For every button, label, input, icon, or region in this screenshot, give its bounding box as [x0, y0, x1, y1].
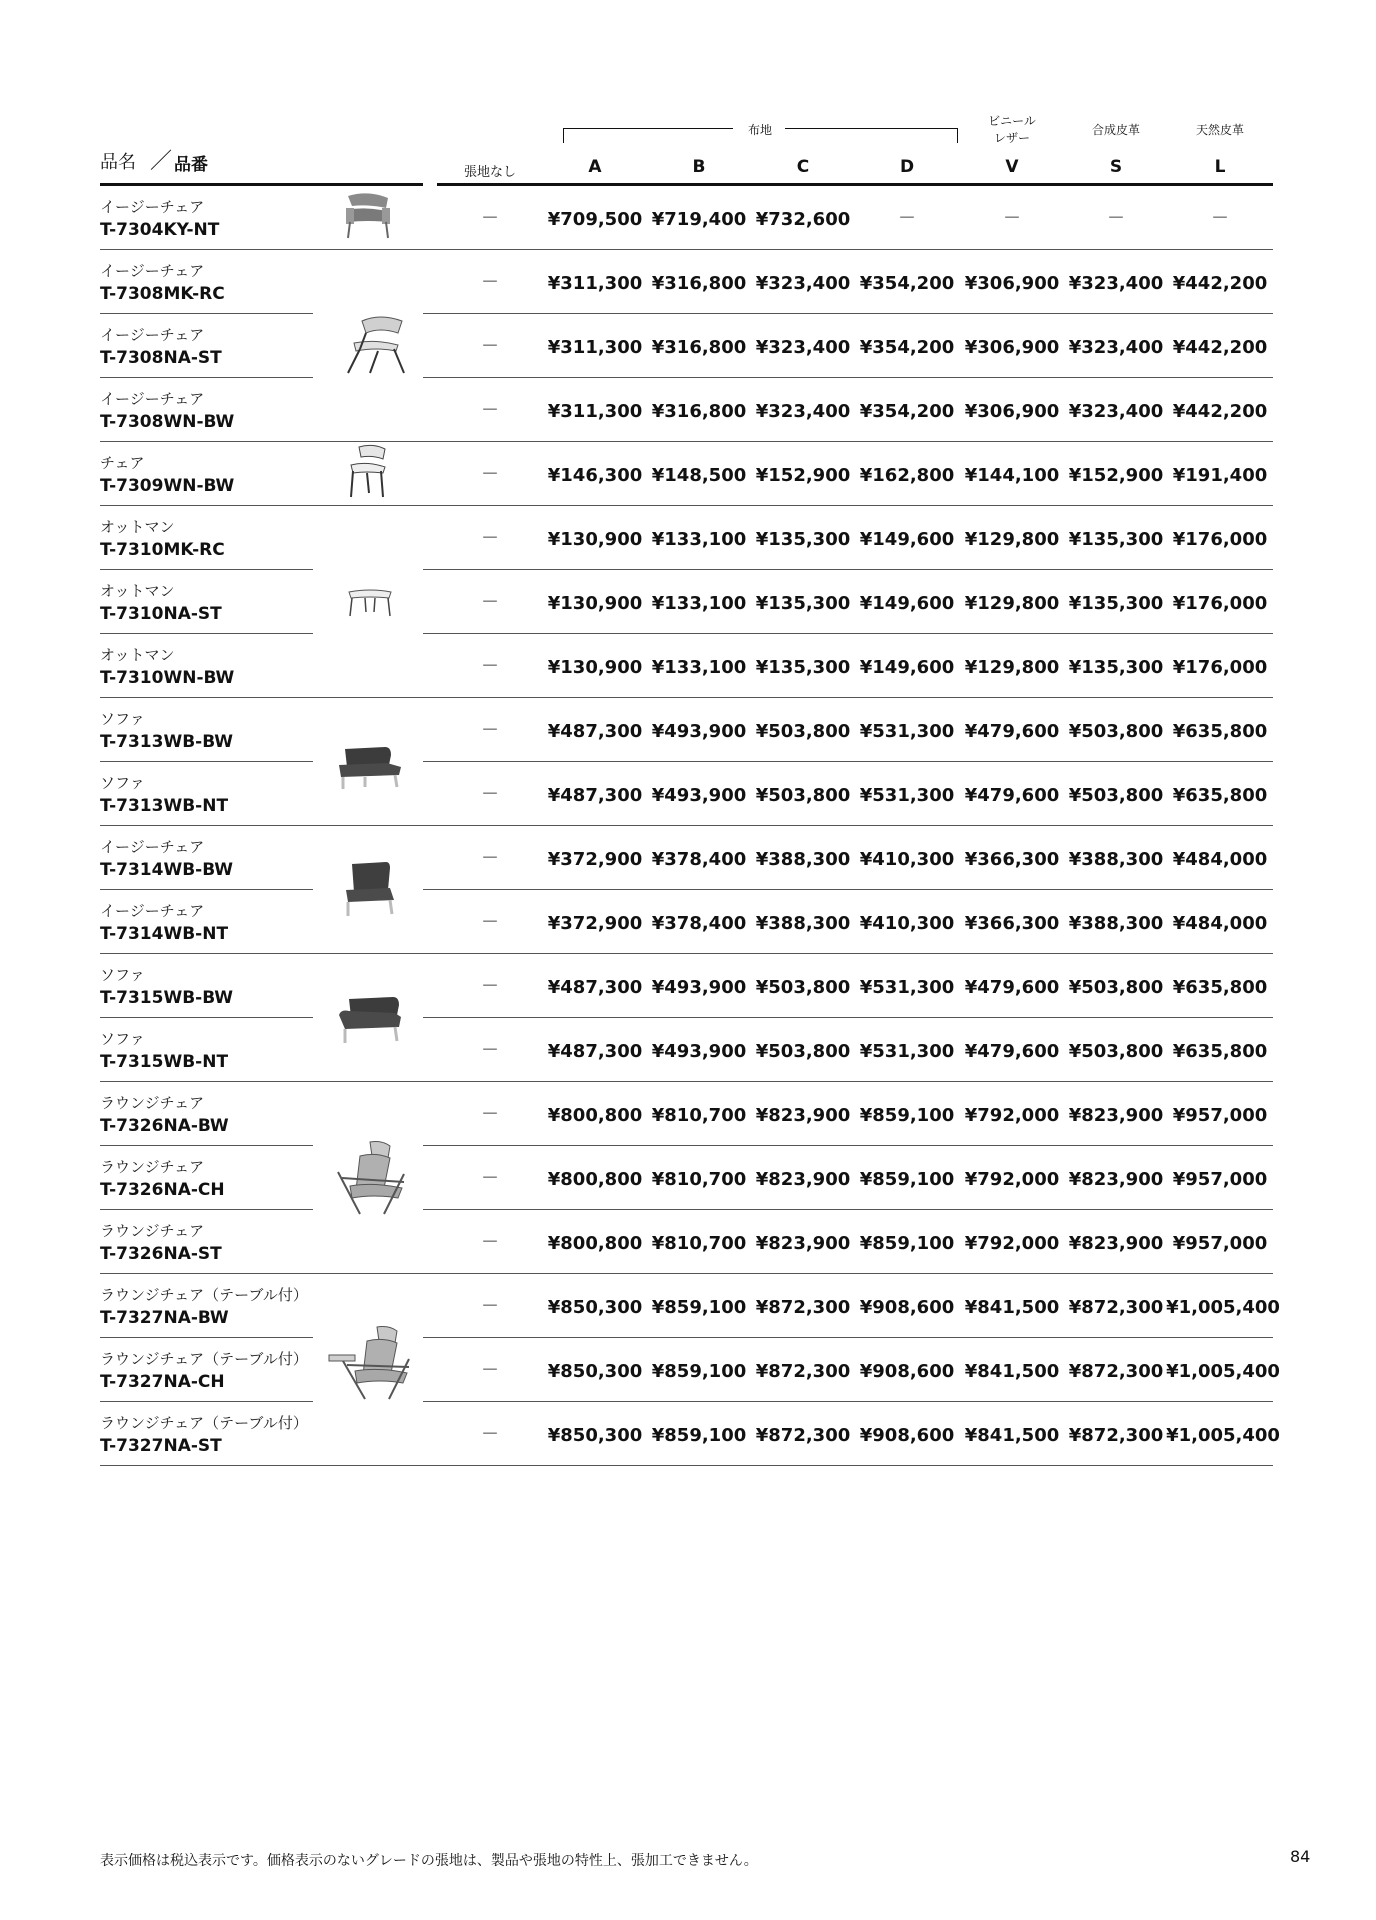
price-cell-l: ¥484,000: [1172, 849, 1268, 870]
table-row: [0, 634, 1376, 698]
price-cell-b: ¥859,100: [651, 1361, 747, 1382]
price-none-cell: －: [481, 336, 499, 357]
price-cell-s: ¥503,800: [1068, 1041, 1164, 1062]
price-cell-b: ¥493,900: [651, 721, 747, 742]
sofa-7315-image: [335, 995, 407, 1047]
product-name: イージーチェア: [100, 326, 205, 344]
table-row: [0, 250, 1376, 314]
table-row: [0, 826, 1376, 890]
price-cell-l: ¥957,000: [1172, 1105, 1268, 1126]
price-cell-b: ¥859,100: [651, 1297, 747, 1318]
product-code: T-7313WB-NT: [100, 796, 229, 816]
price-none-cell: －: [481, 528, 499, 549]
price-none-cell: －: [481, 656, 499, 677]
price-cell-v: －: [1003, 208, 1021, 229]
price-cell-c: ¥503,800: [755, 977, 851, 998]
price-cell-s: ¥823,900: [1068, 1169, 1164, 1190]
price-cell-c: ¥872,300: [755, 1297, 851, 1318]
product-code: T-7309WN-BW: [100, 476, 235, 496]
price-cell-c: ¥823,900: [755, 1233, 851, 1254]
lounge-chair-table-7327-image: [325, 1325, 415, 1403]
price-cell-a: ¥487,300: [547, 721, 643, 742]
price-cell-s: ¥135,300: [1068, 657, 1164, 678]
product-code: T-7313WB-BW: [100, 732, 234, 752]
price-cell-v: ¥306,900: [964, 273, 1060, 294]
price-cell-l: ¥191,400: [1172, 465, 1268, 486]
product-code: T-7308MK-RC: [100, 284, 225, 304]
product-code: T-7314WB-BW: [100, 860, 234, 880]
price-cell-a: ¥487,300: [547, 977, 643, 998]
product-code: T-7310NA-ST: [100, 604, 222, 624]
price-cell-d: ¥354,200: [859, 337, 955, 358]
product-name: イージーチェア: [100, 390, 205, 408]
price-cell-c: ¥503,800: [755, 785, 851, 806]
price-cell-d: ¥162,800: [859, 465, 955, 486]
price-cell-s: ¥323,400: [1068, 273, 1164, 294]
price-none-cell: －: [481, 1168, 499, 1189]
price-cell-v: ¥479,600: [964, 721, 1060, 742]
price-cell-d: ¥410,300: [859, 849, 955, 870]
price-none-cell: －: [481, 1424, 499, 1445]
product-code: T-7308WN-BW: [100, 412, 235, 432]
price-cell-s: ¥823,900: [1068, 1233, 1164, 1254]
price-cell-c: ¥135,300: [755, 529, 851, 550]
price-none-cell: －: [481, 1040, 499, 1061]
product-code: T-7315WB-NT: [100, 1052, 229, 1072]
price-cell-b: ¥378,400: [651, 913, 747, 934]
product-code: T-7314WB-NT: [100, 924, 229, 944]
price-cell-l: ¥635,800: [1172, 977, 1268, 998]
price-cell-d: ¥859,100: [859, 1233, 955, 1254]
price-cell-d: ¥908,600: [859, 1425, 955, 1446]
price-cell-c: ¥152,900: [755, 465, 851, 486]
price-none-cell: －: [481, 976, 499, 997]
table-row: [0, 442, 1376, 506]
price-cell-s: ¥388,300: [1068, 913, 1164, 934]
price-cell-s: ¥872,300: [1068, 1425, 1164, 1446]
price-cell-a: ¥130,900: [547, 657, 643, 678]
price-cell-c: ¥503,800: [755, 1041, 851, 1062]
footer-note: 表示価格は税込表示です。価格表示のないグレードの張地は、製品や張地の特性上、張加工できません。: [100, 1853, 758, 1869]
table-row: [0, 186, 1376, 250]
product-name: ラウンジチェア: [100, 1094, 205, 1112]
product-name: イージーチェア: [100, 198, 205, 216]
product-code: T-7310MK-RC: [100, 540, 225, 560]
table-row: [0, 1402, 1376, 1466]
product-code: T-7327NA-CH: [100, 1372, 225, 1392]
price-cell-v: ¥366,300: [964, 849, 1060, 870]
price-cell-c: ¥732,600: [755, 209, 851, 230]
price-cell-c: ¥135,300: [755, 593, 851, 614]
price-cell-l: ¥635,800: [1172, 1041, 1268, 1062]
price-cell-s: －: [1107, 208, 1125, 229]
product-code: T-7327NA-ST: [100, 1436, 222, 1456]
price-cell-c: ¥323,400: [755, 273, 851, 294]
price-cell-c: ¥872,300: [755, 1361, 851, 1382]
price-none-cell: －: [481, 464, 499, 485]
product-code: T-7308NA-ST: [100, 348, 222, 368]
price-cell-v: ¥129,800: [964, 657, 1060, 678]
price-cell-d: ¥354,200: [859, 273, 955, 294]
price-cell-d: －: [898, 208, 916, 229]
price-cell-b: ¥493,900: [651, 977, 747, 998]
price-cell-a: ¥130,900: [547, 529, 643, 550]
group-vinyl-label: ビニール レザー: [988, 114, 1036, 145]
price-cell-b: ¥859,100: [651, 1425, 747, 1446]
price-cell-l: ¥1,005,400: [1166, 1297, 1280, 1318]
price-cell-d: ¥354,200: [859, 401, 955, 422]
price-cell-c: ¥135,300: [755, 657, 851, 678]
price-cell-s: ¥872,300: [1068, 1361, 1164, 1382]
product-code: T-7326NA-BW: [100, 1116, 229, 1136]
table-row: [0, 1018, 1376, 1082]
price-cell-c: ¥823,900: [755, 1105, 851, 1126]
product-name: イージーチェア: [100, 902, 205, 920]
price-cell-a: ¥800,800: [547, 1105, 643, 1126]
price-cell-s: ¥152,900: [1068, 465, 1164, 486]
price-none-cell: －: [481, 1232, 499, 1253]
easy-chair-7304-image: [338, 190, 398, 242]
price-none-cell: －: [481, 592, 499, 613]
price-cell-d: ¥531,300: [859, 977, 955, 998]
chair-7309-image: [345, 443, 389, 501]
table-row: [0, 378, 1376, 442]
price-none-cell: －: [481, 400, 499, 421]
price-cell-s: ¥323,400: [1068, 401, 1164, 422]
price-cell-c: ¥323,400: [755, 401, 851, 422]
price-cell-v: ¥306,900: [964, 401, 1060, 422]
product-code: T-7326NA-CH: [100, 1180, 225, 1200]
product-code: T-7315WB-BW: [100, 988, 234, 1008]
price-cell-a: ¥800,800: [547, 1169, 643, 1190]
column-b-label: B: [692, 157, 706, 177]
price-cell-v: ¥792,000: [964, 1233, 1060, 1254]
column-a-label: A: [588, 157, 602, 177]
price-cell-l: －: [1211, 208, 1229, 229]
column-d-label: D: [899, 157, 915, 177]
price-cell-a: ¥850,300: [547, 1297, 643, 1318]
product-name: ラウンジチェア（テーブル付）: [100, 1286, 308, 1304]
price-cell-b: ¥133,100: [651, 529, 747, 550]
table-row: [0, 1338, 1376, 1402]
column-title-name: 品名: [100, 152, 136, 173]
product-code: T-7304KY-NT: [100, 220, 220, 240]
price-cell-l: ¥957,000: [1172, 1169, 1268, 1190]
price-none-cell: －: [481, 848, 499, 869]
product-name: ラウンジチェア（テーブル付）: [100, 1414, 308, 1432]
price-cell-s: ¥323,400: [1068, 337, 1164, 358]
price-cell-a: ¥487,300: [547, 1041, 643, 1062]
table-row: [0, 1146, 1376, 1210]
price-cell-b: ¥810,700: [651, 1105, 747, 1126]
price-cell-a: ¥709,500: [547, 209, 643, 230]
price-cell-s: ¥135,300: [1068, 593, 1164, 614]
price-cell-b: ¥133,100: [651, 657, 747, 678]
product-name: ソファ: [100, 710, 145, 728]
price-cell-s: ¥503,800: [1068, 977, 1164, 998]
price-cell-a: ¥487,300: [547, 785, 643, 806]
row-divider: [100, 1465, 1273, 1466]
price-cell-s: ¥135,300: [1068, 529, 1164, 550]
product-name: チェア: [100, 454, 145, 472]
column-v-label: V: [1005, 157, 1019, 177]
price-cell-v: ¥306,900: [964, 337, 1060, 358]
price-cell-v: ¥129,800: [964, 529, 1060, 550]
price-cell-v: ¥841,500: [964, 1361, 1060, 1382]
price-cell-s: ¥503,800: [1068, 785, 1164, 806]
price-cell-a: ¥372,900: [547, 913, 643, 934]
price-none-cell: －: [481, 720, 499, 741]
price-cell-b: ¥810,700: [651, 1233, 747, 1254]
column-c-label: C: [796, 157, 810, 177]
price-cell-s: ¥388,300: [1068, 849, 1164, 870]
price-none-cell: －: [481, 912, 499, 933]
price-none-cell: －: [481, 784, 499, 805]
price-cell-a: ¥311,300: [547, 273, 643, 294]
price-cell-v: ¥841,500: [964, 1425, 1060, 1446]
product-code: T-7327NA-BW: [100, 1308, 229, 1328]
price-cell-d: ¥410,300: [859, 913, 955, 934]
product-name: ラウンジチェア: [100, 1158, 205, 1176]
product-name: ソファ: [100, 1030, 145, 1048]
product-name: オットマン: [100, 582, 175, 600]
table-row: [0, 698, 1376, 762]
price-cell-s: ¥872,300: [1068, 1297, 1164, 1318]
group-natural-label: 天然皮革: [1195, 123, 1245, 137]
price-cell-a: ¥850,300: [547, 1361, 643, 1382]
title-separator: ／: [150, 149, 173, 174]
table-row: [0, 1210, 1376, 1274]
price-cell-a: ¥130,900: [547, 593, 643, 614]
price-cell-l: ¥1,005,400: [1166, 1361, 1280, 1382]
product-code: T-7310WN-BW: [100, 668, 235, 688]
price-cell-a: ¥146,300: [547, 465, 643, 486]
price-cell-l: ¥176,000: [1172, 529, 1268, 550]
price-cell-d: ¥531,300: [859, 721, 955, 742]
column-l-label: L: [1214, 157, 1226, 177]
price-cell-l: ¥1,005,400: [1166, 1425, 1280, 1446]
product-name: イージーチェア: [100, 262, 205, 280]
product-name: イージーチェア: [100, 838, 205, 856]
price-cell-l: ¥176,000: [1172, 593, 1268, 614]
table-row: [0, 954, 1376, 1018]
table-row: [0, 570, 1376, 634]
price-cell-d: ¥859,100: [859, 1105, 955, 1126]
table-row: [0, 890, 1376, 954]
price-cell-a: ¥372,900: [547, 849, 643, 870]
price-cell-c: ¥388,300: [755, 913, 851, 934]
price-cell-b: ¥378,400: [651, 849, 747, 870]
price-cell-v: ¥479,600: [964, 785, 1060, 806]
price-cell-c: ¥388,300: [755, 849, 851, 870]
product-name: オットマン: [100, 518, 175, 536]
price-cell-b: ¥493,900: [651, 1041, 747, 1062]
price-cell-a: ¥850,300: [547, 1425, 643, 1446]
price-cell-b: ¥316,800: [651, 337, 747, 358]
table-row: [0, 762, 1376, 826]
price-cell-v: ¥479,600: [964, 977, 1060, 998]
price-cell-b: ¥148,500: [651, 465, 747, 486]
price-cell-v: ¥792,000: [964, 1105, 1060, 1126]
price-cell-v: ¥841,500: [964, 1297, 1060, 1318]
price-cell-l: ¥484,000: [1172, 913, 1268, 934]
product-name: ラウンジチェア（テーブル付）: [100, 1350, 308, 1368]
page-number: 84: [1290, 1847, 1311, 1866]
price-cell-l: ¥442,200: [1172, 337, 1268, 358]
price-cell-l: ¥635,800: [1172, 721, 1268, 742]
price-cell-d: ¥859,100: [859, 1169, 955, 1190]
price-cell-b: ¥316,800: [651, 401, 747, 422]
price-cell-a: ¥800,800: [547, 1233, 643, 1254]
price-cell-s: ¥503,800: [1068, 721, 1164, 742]
price-cell-c: ¥823,900: [755, 1169, 851, 1190]
easy-chair-7314-image: [340, 860, 400, 918]
table-row: [0, 314, 1376, 378]
price-cell-b: ¥810,700: [651, 1169, 747, 1190]
price-cell-a: ¥311,300: [547, 337, 643, 358]
price-none-cell: －: [481, 272, 499, 293]
price-cell-c: ¥872,300: [755, 1425, 851, 1446]
group-fabric-label: 布地: [747, 123, 773, 137]
product-name: オットマン: [100, 646, 175, 664]
price-cell-s: ¥823,900: [1068, 1105, 1164, 1126]
product-name: ラウンジチェア: [100, 1222, 205, 1240]
price-cell-d: ¥531,300: [859, 1041, 955, 1062]
price-cell-l: ¥442,200: [1172, 273, 1268, 294]
column-s-label: S: [1109, 157, 1123, 177]
price-none-cell: －: [481, 208, 499, 229]
price-cell-l: ¥442,200: [1172, 401, 1268, 422]
price-none-cell: －: [481, 1104, 499, 1125]
price-cell-v: ¥129,800: [964, 593, 1060, 614]
price-cell-b: ¥133,100: [651, 593, 747, 614]
price-cell-b: ¥316,800: [651, 273, 747, 294]
sofa-7313-image: [335, 743, 407, 793]
price-cell-l: ¥957,000: [1172, 1233, 1268, 1254]
price-cell-l: ¥635,800: [1172, 785, 1268, 806]
price-cell-v: ¥792,000: [964, 1169, 1060, 1190]
lounge-chair-7326-image: [330, 1138, 414, 1218]
table-row: [0, 1082, 1376, 1146]
price-cell-b: ¥493,900: [651, 785, 747, 806]
price-cell-v: ¥144,100: [964, 465, 1060, 486]
column-title-code: 品番: [174, 155, 208, 175]
price-cell-v: ¥366,300: [964, 913, 1060, 934]
price-cell-b: ¥719,400: [651, 209, 747, 230]
price-none-cell: －: [481, 1360, 499, 1381]
price-cell-l: ¥176,000: [1172, 657, 1268, 678]
price-none-cell: －: [481, 1296, 499, 1317]
price-cell-d: ¥149,600: [859, 529, 955, 550]
price-cell-c: ¥323,400: [755, 337, 851, 358]
price-cell-d: ¥149,600: [859, 593, 955, 614]
ottoman-7310-image: [345, 588, 395, 618]
easy-chair-7308-image: [340, 315, 410, 377]
table-row: [0, 1274, 1376, 1338]
table-row: [0, 506, 1376, 570]
product-code: T-7326NA-ST: [100, 1244, 222, 1264]
product-name: ソファ: [100, 966, 145, 984]
product-name: ソファ: [100, 774, 145, 792]
price-cell-d: ¥531,300: [859, 785, 955, 806]
price-cell-v: ¥479,600: [964, 1041, 1060, 1062]
price-cell-a: ¥311,300: [547, 401, 643, 422]
price-cell-d: ¥149,600: [859, 657, 955, 678]
group-synthetic-label: 合成皮革: [1091, 123, 1141, 137]
price-cell-c: ¥503,800: [755, 721, 851, 742]
price-cell-d: ¥908,600: [859, 1361, 955, 1382]
column-none-label: 張地なし: [463, 165, 517, 180]
price-cell-d: ¥908,600: [859, 1297, 955, 1318]
